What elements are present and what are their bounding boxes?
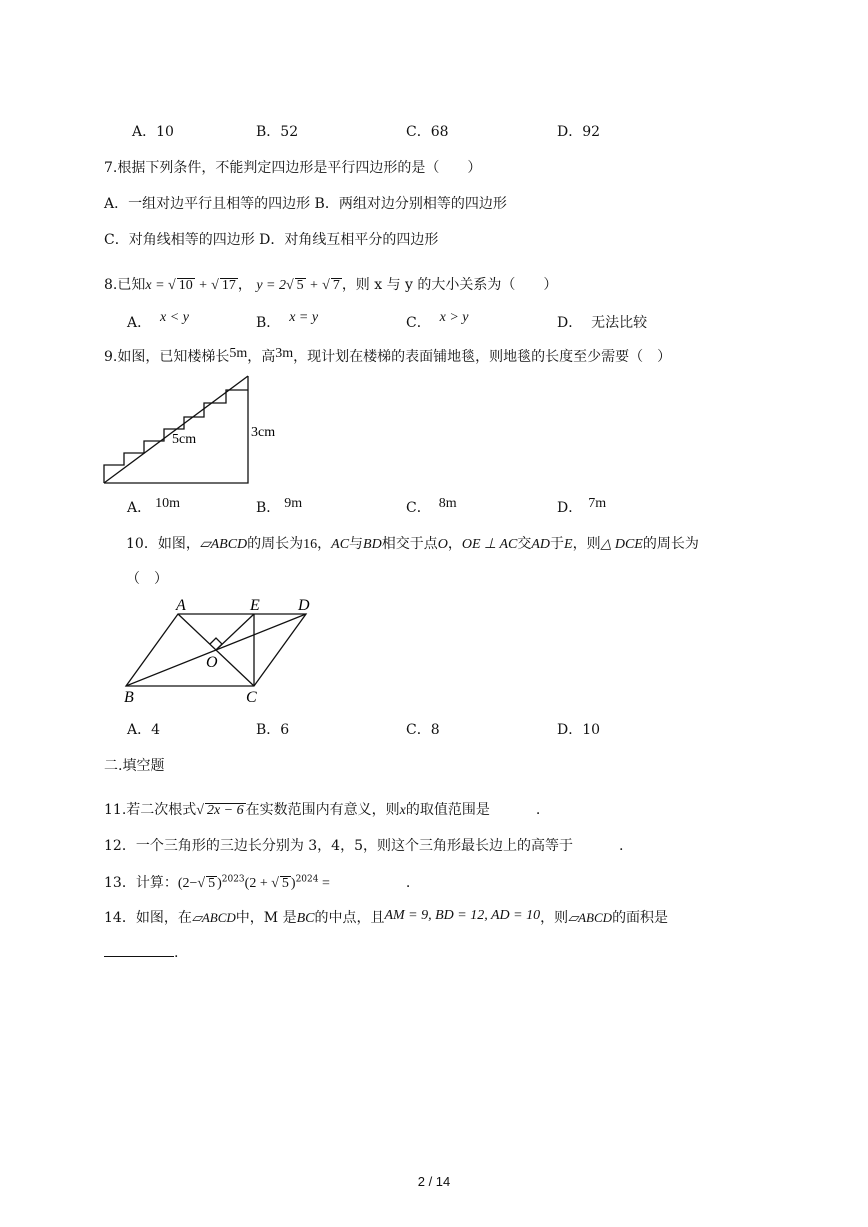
q9-stem — [104, 346, 671, 366]
q11-prefix: 11.若二次根式 — [104, 802, 197, 818]
q14-parallelogram-2: ▱ABCD — [568, 910, 613, 925]
q8-y-rad1: 5 — [296, 278, 304, 293]
q11-end: . — [535, 802, 541, 818]
q14-parallelogram: ▱ABCD — [191, 910, 236, 925]
q10-option-a: A．4 — [127, 722, 161, 738]
q8-x-rad1: 10 — [178, 278, 193, 293]
q10-stem-a: 10．如图， — [126, 536, 200, 552]
label-d: D — [298, 597, 310, 614]
q13-exp2: 2024 — [295, 874, 319, 885]
q8-option-a — [127, 312, 189, 332]
q14-mid2: 的中点，且 — [314, 910, 385, 926]
q7-options-line1: A．一组对边平行且相等的四边形 B．两组对边分别相等的四边形 — [104, 196, 507, 212]
q10-stem-c: ， — [317, 536, 332, 552]
q13-stem: 13．计算：(2−√ 5 )$^{2023}$(2 + √ 5 )$^{2024}$ = . — [104, 874, 411, 891]
q10-e: E — [564, 537, 573, 552]
q10-stem-i: ，则 — [572, 536, 601, 552]
q14-mid1: 中，M 是 — [235, 910, 297, 926]
q9-stem-b: ，高 — [247, 349, 276, 365]
q7-stem: 7.根据下列条件，不能判定四边形是平行四边形的是（ ） — [104, 160, 482, 176]
q14-blank-end: . — [174, 945, 179, 961]
q11-radicand: 2x − 6 — [206, 803, 244, 818]
q13-r1: 5 — [208, 876, 216, 891]
q10-stem — [126, 533, 699, 553]
q14-prefix: 14．如图，在 — [104, 910, 192, 926]
label-c: C — [246, 689, 257, 706]
q8-x: x — [145, 278, 152, 293]
q10-option-d: D．10 — [557, 722, 601, 738]
q8-y: y = 2 — [256, 278, 286, 293]
q6-option-c: C．68 — [406, 124, 449, 140]
q10-ac: AC — [331, 537, 350, 552]
label-e: E — [250, 597, 260, 614]
staircase-figure — [100, 372, 300, 488]
q8-option-b-label: B． — [256, 315, 281, 331]
q14-stem — [104, 907, 668, 927]
q9-option-a-value: 10m — [155, 496, 181, 511]
q10-stem-j: 的周长为 — [642, 536, 699, 552]
q8-option-a-value: x < y — [160, 310, 189, 325]
q9-option-a — [127, 497, 180, 517]
q14-answer-blank — [104, 945, 178, 961]
q10-parallelogram: ▱ABCD — [199, 537, 248, 552]
q13-a: (2− — [177, 876, 198, 891]
q9-option-c-value: 8m — [438, 496, 457, 511]
q9-option-b-label: B． — [256, 500, 281, 516]
q8-option-d-value: 无法比较 — [591, 315, 648, 331]
q9-option-b — [256, 497, 302, 517]
q8-stem: 8.已知x = √ 10 + √ 17 ， y = 2√ 5 + √ 7 ，则 x 与 y 的大小关系为（ ） — [104, 277, 558, 293]
q13-d: ) — [290, 876, 296, 891]
q12-text: 12．一个三角形的三边长分别为 3，4，5，则这个三角形最长边上的高等于 — [104, 838, 573, 854]
q7-options-line2: C．对角线相等的四边形 D．对角线互相平分的四边形 — [104, 232, 439, 248]
q8-option-a-label: A． — [127, 315, 152, 331]
q10-option-c: C．8 — [406, 722, 440, 738]
q11-mid: 在实数范围内有意义，则 — [245, 802, 400, 818]
q10-paren: （ ） — [126, 571, 168, 587]
q10-ad: AD — [531, 537, 551, 552]
q9-length: 5m — [229, 346, 248, 361]
q8-option-c-value: x > y — [439, 310, 469, 325]
q12-end: . — [619, 838, 624, 854]
q8-option-c — [406, 312, 469, 332]
q11-suffix: 的取值范围是 — [405, 802, 490, 818]
q13-eq: = — [318, 876, 330, 891]
q10-stem-e: 相交于点 — [381, 536, 438, 552]
q10-bd: BD — [363, 537, 382, 552]
q14-mid3: ，则 — [540, 910, 569, 926]
q8-suffix: ，则 x 与 y 的大小关系为（ ） — [341, 277, 558, 293]
q9-option-d — [557, 497, 606, 517]
q9-height: 3m — [275, 346, 294, 361]
q10-option-b: B．6 — [256, 722, 290, 738]
label-a: A — [176, 597, 186, 614]
q8-option-b — [256, 312, 318, 332]
q14-suffix: 的面积是 — [612, 910, 669, 926]
q13-b: ) — [217, 876, 222, 891]
q8-option-c-label: C． — [406, 315, 431, 331]
q10-triangle: △ DCE — [600, 537, 643, 552]
q8-option-b-value: x = y — [289, 310, 319, 325]
q9-stem-a: 9.如图，已知楼梯长 — [104, 349, 230, 365]
q10-oe-perp-ac: OE ⊥ AC — [461, 537, 518, 552]
q10-stem-g: 交 — [517, 536, 532, 552]
q13-end: . — [405, 875, 411, 891]
parallelogram-figure — [118, 594, 328, 706]
q9-option-c — [406, 497, 457, 517]
q9-option-b-value: 9m — [284, 496, 303, 511]
q8-sep: ， — [237, 277, 252, 293]
q10-stem-b: 的周长为 — [247, 536, 304, 552]
q13-r2: 5 — [281, 876, 289, 891]
q11-var: x — [399, 803, 406, 818]
q8-option-d-label: D． — [557, 315, 583, 331]
q14-blank-line — [104, 956, 174, 957]
q9-option-c-label: C． — [406, 500, 431, 516]
q9-option-a-label: A． — [127, 500, 152, 516]
staircase-hypotenuse — [104, 376, 248, 483]
q13-exp1: 2023 — [221, 874, 245, 885]
q8-prefix: 8.已知 — [104, 277, 146, 293]
q12-stem — [104, 835, 623, 855]
staircase-hyp-label: 5cm — [172, 432, 197, 447]
staircase-height-label: 3cm — [251, 425, 276, 440]
label-b: B — [124, 689, 134, 706]
q9-option-d-value: 7m — [588, 496, 607, 511]
q13-prefix: 13．计算： — [104, 875, 178, 891]
q10-stem-d: 与 — [349, 536, 364, 552]
section-fill-in-title: 二.填空题 — [104, 758, 165, 774]
q10-stem-h: 于 — [550, 536, 565, 552]
page-number: 2 / 14 — [417, 1174, 451, 1189]
q14-bc: BC — [296, 911, 315, 926]
q10-o: O — [437, 537, 448, 552]
q10-perimeter: 16 — [303, 537, 318, 552]
q9-option-d-label: D． — [557, 500, 583, 516]
q6-option-b: B．52 — [256, 124, 299, 140]
q13-c: (2 + — [244, 876, 272, 891]
q9-stem-c: ，现计划在楼梯的表面铺地毯，则地毯的长度至少需要（ ） — [293, 349, 672, 365]
q11-stem: 11.若二次根式√ 2x − 6 在实数范围内有意义，则x的取值范围是 . — [104, 802, 541, 818]
q8-option-d — [557, 312, 647, 332]
q10-stem-f: ， — [447, 536, 462, 552]
q6-option-d: D．92 — [557, 124, 601, 140]
label-o: O — [206, 654, 218, 671]
q14-condition: AM = 9, BD = 12, AD = 10 — [384, 908, 541, 923]
q6-option-a: A．10 — [132, 124, 174, 140]
q8-x-rad2: 17 — [221, 278, 236, 293]
q8-y-rad2: 7 — [332, 278, 340, 293]
